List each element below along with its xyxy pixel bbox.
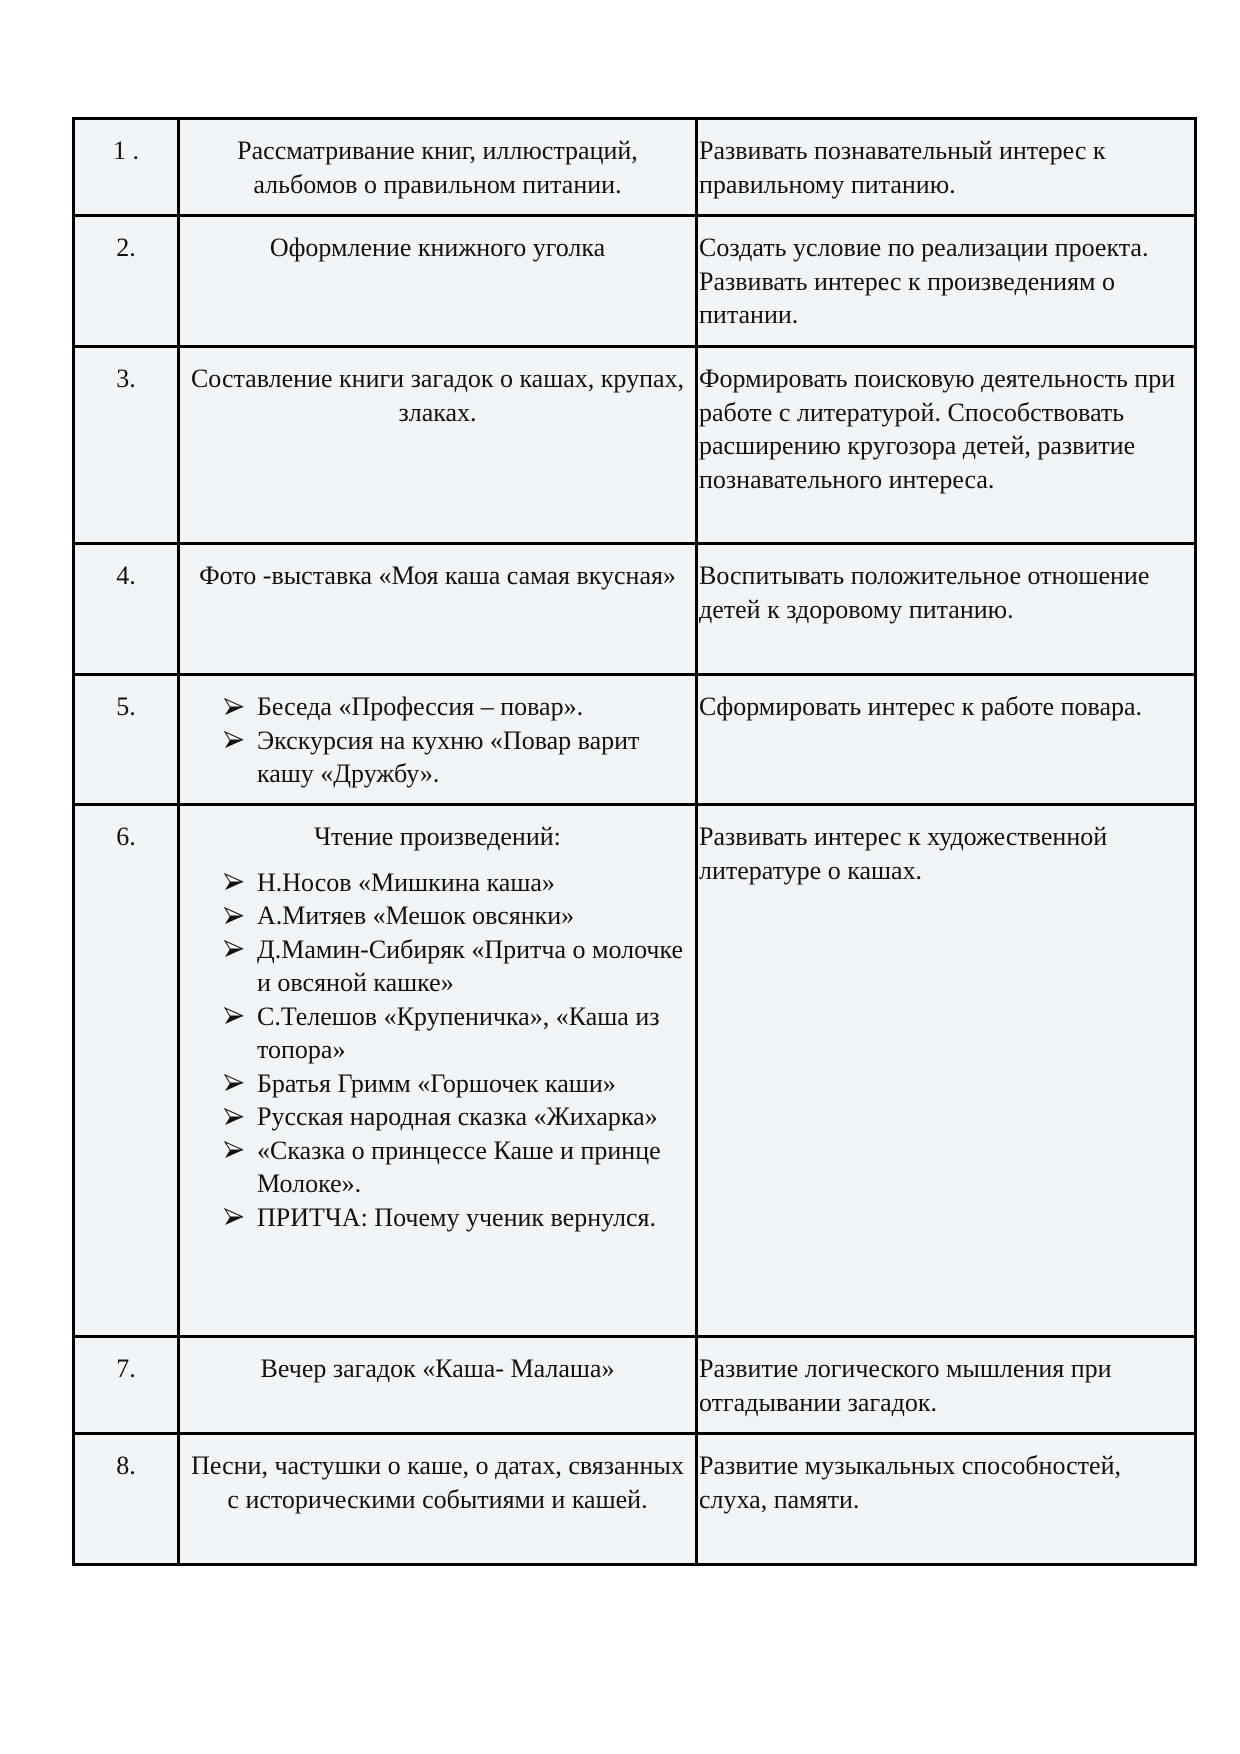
list-item-text: С.Телешов «Крупеничка», «Каша из топора» [257, 1001, 660, 1064]
arrow-bullet-icon [224, 1067, 246, 1100]
activity-cell: Оформление книжного уголка [179, 216, 697, 347]
list-item-text: А.Митяев «Мешок овсянки» [257, 901, 575, 930]
goal-cell: Сформировать интерес к работе повара. [697, 675, 1196, 805]
row-number: 6. [74, 805, 179, 1337]
list-item [224, 724, 687, 791]
arrow-bullet-icon [224, 690, 246, 723]
goal-cell: Развивать познавательный интерес к правильному питанию. [697, 119, 1196, 216]
table-row [74, 544, 1196, 675]
activity-cell [179, 805, 697, 1337]
list-item-text: Беседа «Профессия – повар». [257, 692, 584, 721]
table-row [74, 216, 1196, 347]
list-item-text: ПРИТЧА: Почему ученик вернулся. [257, 1202, 656, 1232]
list-item [224, 899, 687, 933]
goal-cell: Развитие логического мышления при отгадывании загадок. [697, 1337, 1196, 1434]
list-item-text: Д.Мамин-Сибиряк «Притча о молочке и овсяной кашке» [257, 934, 684, 997]
row-number: 5. [74, 675, 179, 805]
list-item-text: Русская народная сказка «Жихарка» [257, 1102, 658, 1131]
activity-cell [179, 675, 697, 805]
list-item-text: «Сказка о принцессе Каше и принце Молоке». [257, 1135, 661, 1198]
list-item-text: Экскурсия на кухню «Повар варит кашу «Дружбу». [257, 725, 640, 788]
table-row [74, 1337, 1196, 1434]
list-item [224, 690, 687, 724]
reading-bullet-list [188, 866, 687, 1235]
list-item [224, 1100, 687, 1134]
activity-cell: Песни, частушки о каше, о датах, связанных с историческими событиями и кашей. [179, 1434, 697, 1565]
arrow-bullet-icon [224, 866, 246, 899]
table-row [74, 805, 1196, 1337]
reading-list-heading: Чтение произведений: [314, 822, 561, 851]
table-row [74, 1434, 1196, 1565]
arrow-bullet-icon [224, 1000, 246, 1033]
row-number: 1 . [74, 119, 179, 216]
list-item [224, 933, 687, 1000]
activity-cell: Рассматривание книг, иллюстраций, альбомов о правильном питании. [179, 119, 697, 216]
goal-cell: Формировать поисковую деятельность при работе с литературой. Способствовать расширению кругозора детей, развитие познавательного интереса. [697, 347, 1196, 544]
table-row [74, 119, 1196, 216]
list-item [224, 1067, 687, 1101]
row-number: 2. [74, 216, 179, 347]
activity-cell: Составление книги загадок о кашах, крупах, злаках. [179, 347, 697, 544]
row-number: 8. [74, 1434, 179, 1565]
arrow-bullet-icon [224, 1201, 246, 1234]
list-item [224, 1000, 687, 1067]
goal-cell: Развивать интерес к художественной литературе о кашах. [697, 805, 1196, 1337]
goal-cell: Развитие музыкальных способностей, слуха, памяти. [697, 1434, 1196, 1565]
row-number: 4. [74, 544, 179, 675]
arrow-bullet-icon [224, 724, 246, 757]
goal-cell: Воспитывать положительное отношение детей к здоровому питанию. [697, 544, 1196, 675]
goal-cell: Создать условие по реализации проекта. Развивать интерес к произведениям о питании. [697, 216, 1196, 347]
arrow-bullet-icon [224, 899, 246, 932]
row-number: 3. [74, 347, 179, 544]
list-item [224, 1201, 687, 1235]
arrow-bullet-icon [224, 933, 246, 966]
activity-bullet-list [188, 690, 687, 791]
activity-cell: Вечер загадок «Каша- Малаша» [179, 1337, 697, 1434]
row-number: 7. [74, 1337, 179, 1434]
arrow-bullet-icon [224, 1100, 246, 1133]
arrow-bullet-icon [224, 1134, 246, 1167]
activity-plan-table [72, 117, 1197, 1566]
list-item-text: Братья Гримм «Горшочек каши» [257, 1068, 616, 1098]
activity-cell: Фото -выставка «Моя каша самая вкусная» [179, 544, 697, 675]
table-row [74, 675, 1196, 805]
list-item [224, 1134, 687, 1201]
list-item-text: Н.Носов «Мишкина каша» [257, 867, 555, 897]
table-row [74, 347, 1196, 544]
list-item [224, 866, 687, 900]
